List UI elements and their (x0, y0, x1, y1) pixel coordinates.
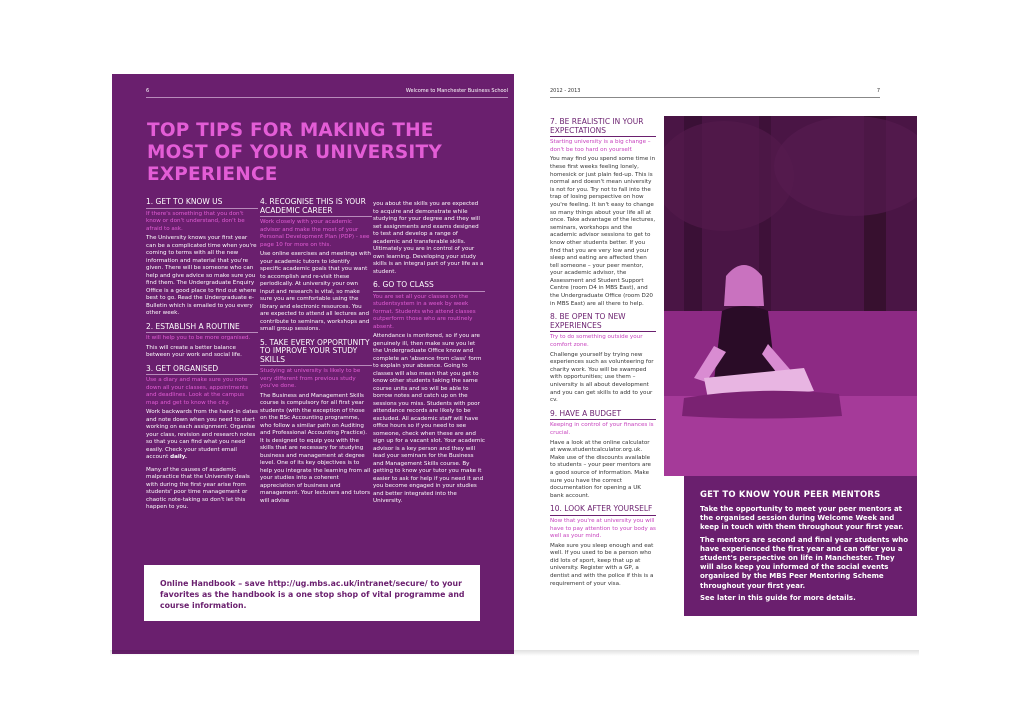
section-2-body: This will create a better balance between your work and social life. (146, 344, 242, 359)
section-3-body-1: Work backwards from the hand-in dates and note down when you need to start working on each assignment. Organise your class, revision and research notes so that you can find what you need easily. Check your student email account daily. (146, 409, 258, 461)
student-top (714, 306, 776, 381)
left-column-1 (146, 198, 258, 517)
peer-mentors-box (684, 476, 917, 616)
section-7-heading: 7. BE REALISTIC IN YOUR EXPECTATIONS (550, 118, 656, 137)
section-2-heading: 2. ESTABLISH A ROUTINE (146, 323, 258, 334)
page-title: TOP TIPS FOR MAKING THE MOST OF YOUR UNIVERSITY EXPERIENCE (147, 120, 442, 185)
online-handbook-box (144, 565, 480, 621)
student-photo-illustration (664, 116, 917, 476)
peer-mentors-paragraph-3: See later in this guide for more details. (700, 593, 856, 602)
section-3-body-2: Many of the causes of academic malpractice that the University deals with during the first year arise from students' poor time management or chaotic note-taking so don't let this happen to you. (146, 466, 250, 511)
peer-mentors-body (700, 505, 910, 606)
section-10-highlight: Now that you're at university you will have to pay attention to your body as well as your mind. (550, 517, 656, 540)
peer-mentors-paragraph-2: The mentors are second and final year students who have experienced the first year and can offer you a student's perspective on life in Manchester. They will also keep you informed of the social events organised by the MBS Peer Mentoring Scheme throughout your first year. (700, 535, 909, 590)
left-column-2 (260, 198, 372, 510)
section-10-heading: 10. LOOK AFTER YOURSELF (550, 505, 656, 516)
section-2-highlight: It will help you to be more organised. (146, 335, 251, 342)
left-page (112, 74, 514, 654)
academic-year: 2012 - 2013 (550, 88, 581, 94)
section-8-highlight: Try to do something outside your comfort zone. (550, 334, 643, 349)
right-running-head (550, 88, 880, 98)
running-head-school: Welcome to Manchester Business School (405, 88, 508, 94)
section-1-body: The University knows your first year can be a complicated time when you're coming to terms with all the new information and material that you're given. There will be someone who can help and give advice so make sure you find them. The Undergraduate Enquiry Office is a good place to find out where best to go. Read the Undergraduate e-Bulletin which is emailed to you every other week. (146, 235, 257, 317)
section-1-heading: 1. GET TO KNOW US (146, 198, 258, 209)
section-4-heading: 4. RECOGNISE THIS IS YOUR ACADEMIC CAREER (260, 198, 372, 217)
section-10-body: Make sure you sleep enough and eat well. If you used to be a person who did lots of sport, keep that up at university. Register with a GP, a dentist and with the police if this is a requirement of your visa. (550, 542, 654, 587)
left-column-3 (373, 201, 485, 511)
section-8-body: Challenge yourself by trying new experiences such as volunteering for charity work. You will be swamped with opportunities; use them – university is all about development and you can get skills to add to your cv. (550, 351, 654, 404)
daily-emphasis: daily. (170, 454, 187, 461)
section-5-continued: you about the skills you are expected to acquire and demonstrate while studying for your degree and they will set assignments and exams designed to test and develop a range of academic and transferable skills. Ultimately you are in control of your own learning. Developing your study skills is an integral part of your life as a student. (373, 201, 484, 275)
right-text-column (550, 118, 656, 593)
peer-mentors-title: GET TO KNOW YOUR PEER MENTORS (700, 490, 881, 500)
section-9-body: Have a look at the online calculator at www.studentcalculator.org.uk. Make use of the discounts available to students – your peer mentors are a good source of information. Make sure you have the correct documentation for opening a UK bank account. (550, 439, 652, 499)
section-7-body: You may find you spend some time in these first weeks feeling lonely, homesick or just plain fed-up. This is normal and doesn't mean university is not for you. Try not to fall into the trap of losing perspective on how you're feeling. It isn't easy to change so many things about your life all at once. Take advantage of the lectures, seminars, workshops and the academic advisor sessions to get to know other students better. If you find that you are very low and your sleep and eating are affected then tell someone – your peer mentor, your academic advisor, the Assessment and Student Support Centre (room D4 in MBS East), and the Undergraduate Office (room D20 in MBS East) are all there to help. (550, 156, 656, 307)
section-8-heading: 8. BE OPEN TO NEW EXPERIENCES (550, 313, 656, 332)
section-6-highlight: You are set all your classes on the studentsystem in a week by week format. Students who attend classes outperform those who are routinely absent. (373, 293, 476, 330)
left-page-number: 6 (146, 88, 150, 94)
section-9-heading: 9. HAVE A BUDGET (550, 410, 656, 421)
page-shadow (110, 650, 919, 656)
right-page-number: 7 (876, 88, 880, 94)
section-5-highlight: Studying at university is likely to be very different from previous study you've done. (260, 368, 361, 390)
section-6-heading: 6. GO TO CLASS (373, 281, 485, 292)
section-4-body: Use online exercises and meetings with your academic tutors to identify specific academic goals that you want to accomplish and re-visit these periodically. At university your own input and research is vital, so make sure you are comfortable using the library and electronic resources. You are expected to attend all lectures and contribute to seminars, workshops and small group sessions. (260, 251, 371, 333)
right-page (514, 74, 917, 654)
section-6-body: Attendance is monitored, so if you are genuinely ill, then make sure you let the Undergraduate Office know and complete an 'absence from class' form to explain your absence. Going to classes will also mean that you get to know other students taking the same course units and so will be able to borrow notes and catch up on the sessions you miss. Students with poor attendance records are likely to be excluded. All academic staff will have office hours so if you need to see someone, check when these are and sign up for a vacant slot. Your academic advisor is a key person and they will lead your seminars for the Business and Management Skills course. By getting to know your tutor you make it easier to ask for help if you need it and you become engaged in your studies and better integrated into the University. (373, 333, 486, 505)
section-5-body: The Business and Management Skills course is compulsory for all first year students (with the exception of those on the BSc Accounting programme, who follow a similar path on Auditing and Professional Accounting Practice). It is designed to equip you with the skills that are necessary for studying business and management at degree level. One of its key objectives is to help you integrate the learning from all your studies into a coherent appreciation of business and management. Your lecturers and tutors will advise (260, 392, 371, 504)
section-3-highlight: Use a diary and make sure you note down all your classes, appointments and deadlines. Look at the campus map and get to know the city. (146, 377, 249, 406)
left-running-head (146, 88, 508, 98)
section-4-highlight: Work closely with your academic advisor and make the most of your Personal Development Plan (PDP) - see page 10 for more on this. (260, 219, 370, 248)
section-1-highlight: If there's something that you don't know or don't understand, don't be afraid to ask. (146, 210, 245, 232)
section-3-heading: 3. GET ORGANISED (146, 365, 258, 376)
student-photo (664, 116, 917, 476)
section-9-highlight: Keeping in control of your finances is crucial. (550, 422, 654, 436)
online-handbook-note: Online Handbook – save http://ug.mbs.ac.uk/intranet/secure/ to your favorites as the handbook is a one stop shop of vital programme and course information. (160, 579, 465, 610)
peer-mentors-paragraph-1: Take the opportunity to meet your peer mentors at the organised session during Welcome Week and keep in touch with them throughout your first year. (700, 505, 904, 532)
section-5-heading: 5. TAKE EVERY OPPORTUNITY TO IMPROVE YOUR STUDY SKILLS (260, 339, 372, 367)
section-7-highlight: Starting university is a big change – don't be too hard on yourself. (550, 139, 651, 153)
student-legs (682, 391, 842, 419)
